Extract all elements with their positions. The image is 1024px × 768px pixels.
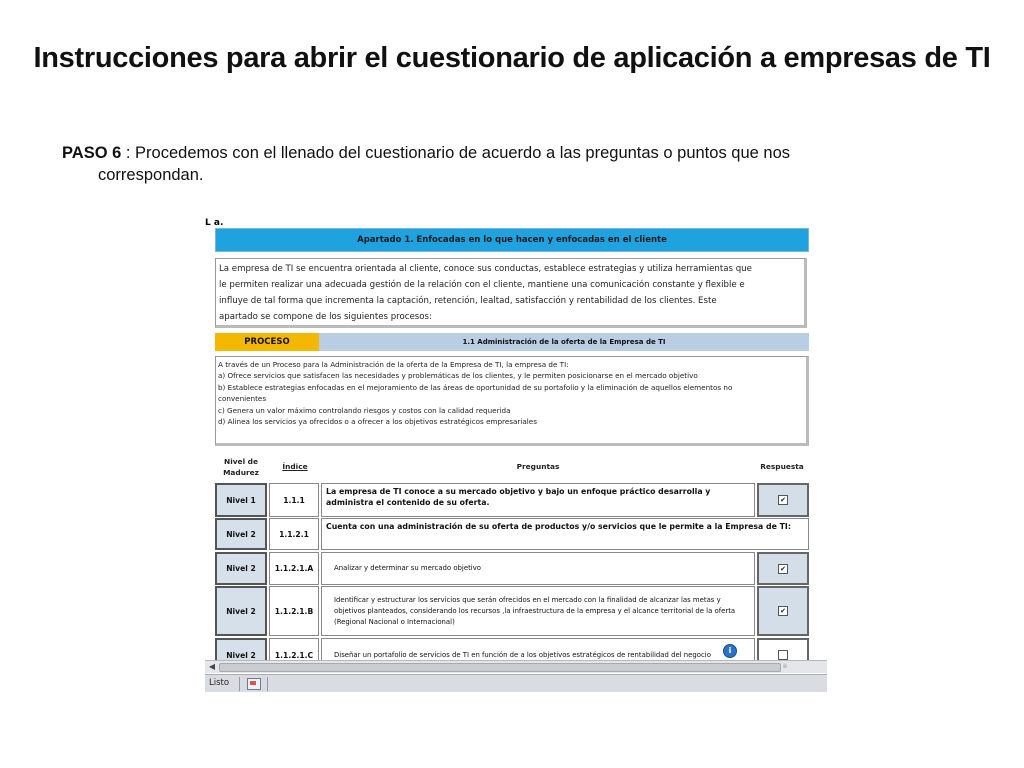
step-text-line1: : Procedemos con el llenado del cuestionario de acuerdo a las preguntas o puntos que nos (121, 144, 790, 162)
status-bar (205, 674, 827, 692)
horizontal-scrollbar[interactable] (205, 660, 827, 673)
pregunta-cell: Identificar y estructurar los servicios que serán ofrecidos en el mercado con la finalidad de alcanzar las metas y objetivos planteados, considerando los recursos ,la infraestructura de la empresa y el alcance territorial de la oferta (Regional Nacional o Internacional) (321, 586, 755, 636)
nivel-cell: Nivel 2 (215, 638, 267, 672)
process-title: 1.1 Administración de la oferta de la Empresa de TI (319, 333, 809, 351)
column-header-respuesta: Respuesta (760, 462, 804, 471)
process-desc-line: a) Ofrece servicios que satisfacen las necesidades y problemáticas de los clientes, y le permiten posicionarse en el mercado objetivo (218, 371, 698, 381)
nivel-cell: Nivel 2 (215, 586, 267, 636)
answer-checkbox[interactable]: ✔ (778, 606, 788, 616)
nivel-cell: Nivel 1 (215, 483, 267, 517)
section-header: Apartado 1. Enfocadas en lo que hacen y enfocadas en el cliente (215, 228, 809, 252)
respuesta-cell (757, 552, 809, 585)
indice-cell: 1.1.2.1.B (269, 586, 319, 636)
column-header-indice: Índice (282, 462, 308, 471)
indice-cell: 1.1.2.1.C (269, 638, 319, 672)
info-icon[interactable]: i (723, 644, 737, 658)
status-text: Listo (209, 678, 230, 688)
scroll-grip-icon[interactable]: ⁞⁞ (783, 663, 787, 670)
table-row (215, 586, 809, 636)
respuesta-cell (757, 586, 809, 636)
process-desc-line: b) Establece estrategias enfocadas en el mejoramiento de las áreas de oportunidad de su portafolio y la eliminación de aquellos elementos no (218, 382, 733, 392)
scrollbar-thumb[interactable] (219, 663, 781, 672)
spreadsheet-screenshot (205, 216, 827, 692)
status-separator (239, 677, 240, 691)
table-row (215, 518, 809, 550)
column-header-nivel: Nivel de Madurez (223, 457, 259, 477)
indice-cell: 1.1.1 (269, 483, 319, 517)
process-desc-line: d) Alinea los servicios ya ofrecidos o a ofrecer a los objetivos estratégicos empresariales (218, 417, 537, 427)
answer-checkbox[interactable]: ✔ (778, 564, 788, 574)
indice-cell: 1.1.2.1.A (269, 552, 319, 585)
table-row (215, 552, 809, 585)
nivel-cell: Nivel 2 (215, 552, 267, 585)
macro-record-icon[interactable] (247, 678, 261, 690)
section-desc-line: La empresa de TI se encuentra orientada al cliente, conoce sus conductas, establece estrategias y utiliza herramientas que (219, 264, 752, 274)
step-label: PASO 6 (62, 144, 122, 162)
table-row (215, 483, 809, 517)
process-desc-line: c) Genera un valor máximo controlando riesgos y costos con la calidad requerida (218, 405, 511, 415)
process-desc-line: convenientes (218, 394, 267, 404)
pregunta-cell: Analizar y determinar su mercado objetivo (321, 552, 755, 585)
section-desc-line: influye de tal forma que incrementa la captación, retención, lealtad, satisfacción y rentabilidad de los clientes. Este (219, 296, 717, 306)
answer-checkbox[interactable]: ✔ (778, 495, 788, 505)
step-text-line2: correspondan. (98, 166, 204, 184)
status-separator (267, 677, 268, 691)
corner-mark: L a. (205, 218, 224, 228)
process-desc-line: A través de un Proceso para la Administración de la oferta de la Empresa de TI, la empresa de TI: (218, 360, 569, 369)
section-description (215, 258, 807, 328)
step-instruction (62, 142, 964, 186)
pregunta-cell: Cuenta con una administración de su oferta de productos y/o servicios que le permite a la Empresa de TI: (321, 518, 809, 550)
respuesta-cell (757, 483, 809, 517)
column-header-preguntas: Preguntas (516, 462, 560, 471)
indice-cell: 1.1.2.1 (269, 518, 319, 550)
scroll-left-icon[interactable]: ◀ (208, 662, 216, 671)
nivel-cell: Nivel 2 (215, 518, 267, 550)
pregunta-cell: Diseñar un portafolio de servicios de TI en función de a los objetivos estratégicos de rentabilidad del negocio (321, 638, 755, 672)
pregunta-cell: La empresa de TI conoce a su mercado objetivo y bajo un enfoque práctico desarrolla y administra el contenido de su oferta. (321, 483, 755, 517)
process-label: PROCESO (215, 333, 319, 351)
process-bar (215, 333, 809, 351)
process-description (215, 356, 809, 446)
section-desc-line: apartado se compone de los siguientes procesos: (219, 312, 432, 322)
section-desc-line: le permiten realizar una adecuada gestión de la relación con el cliente, mantiene una comunicación constante y flexible e (219, 280, 745, 290)
slide-title: Instrucciones para abrir el cuestionario de aplicación a empresas de TI (33, 42, 991, 74)
answer-checkbox[interactable] (778, 650, 788, 660)
